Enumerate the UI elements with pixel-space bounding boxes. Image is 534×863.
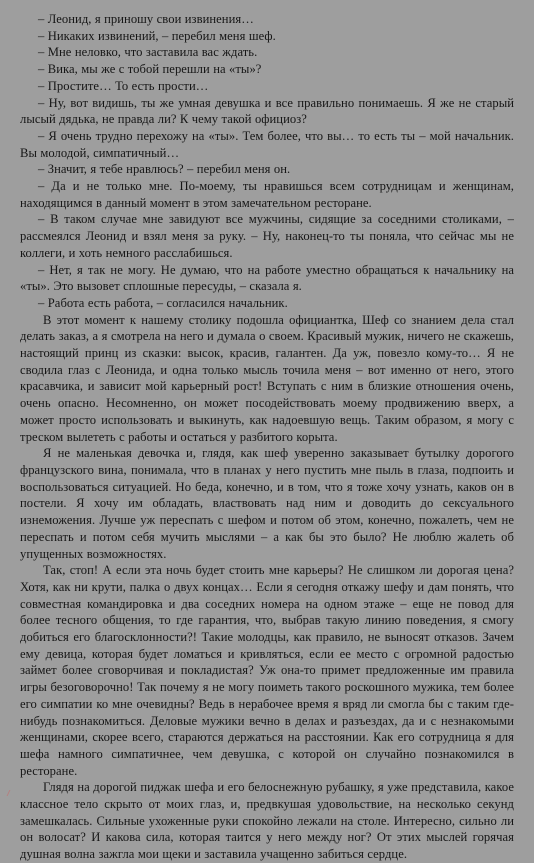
- dialogue-line-10: – В таком случае мне завидуют все мужчины, сидящие за соседними столиками, – рассмеялся Леонид и взял меня за руку. – Ну, наконец-то ты поняла, что сейчас мы не коллеги, и хоть немного расслабишься.: [20, 212, 514, 260]
- scan-mark-icon: [7, 790, 15, 796]
- dialogue-line-2: – Никаких извинений, – перебил меня шеф.: [38, 28, 276, 43]
- dialogue-line-12: – Работа есть работа, – согласился начальник.: [38, 295, 288, 310]
- dialogue-line-11: – Нет, я так не могу. Не думаю, что на работе уместно обращаться к начальнику на «ты». Это вызовет сплошные пересуды, – сказала я.: [20, 262, 514, 294]
- dialogue-line-8: – Значит, я тебе нравлюсь? – перебил меня он.: [38, 162, 291, 177]
- dialogue-line-6: – Ну, вот видишь, ты же умная девушка и все правильно понимаешь. Я же не старый лысый дядька, не правда ли? К чему такой официоз?: [20, 95, 514, 127]
- dialogue-line-7: – Я очень трудно перехожу на «ты». Тем более, что вы… то есть ты – мой начальник. Вы молодой, симпатичный…: [20, 128, 514, 160]
- dialogue-line-5: – Простите… То есть прости…: [38, 78, 209, 93]
- dialogue-line-9: – Да и не только мне. По-моему, ты нравишься всем сотрудницам и женщинам, находящимся в данный момент в этом замечательном ресторане.: [20, 179, 514, 210]
- dialogue-line-1: – Леонид, я приношу свои извинения…: [38, 12, 254, 26]
- narrative-paragraph-4: Глядя на дорогой пиджак шефа и его белоснежную рубашку, я уже представила, какое классное тело скрыто от моих глаз, и, предвкушая удовольствие, на несколько секунд замешкалась. Сильные ухоженные руки спокойно лежали на столе. Интересно, сильно ли он волосат? И какова сила, которая таится у него между ног? От этих мыслей горячая душная волна зажгла мои щеки и заставила учащенно забиться сердце.: [20, 780, 514, 862]
- narrative-paragraph-3: Так, стоп! А если эта ночь будет стоить мне карьеры? Не слишком ли дорогая цена? Хотя, как ни крути, палка о двух концах… Если я сегодня откажу шефу и дам понять, что совместная командировка и два соседних номера на одном этаже – еще не повод для более тесного общения, то где гарантия, что, выбрав такую линию поведения, я смогу добиться его благосклонности?! Такие молодцы, как правило, не выносят отказов. Зачем ему девица, которая будет ломаться и кривляться, если ее место с огромной радостью займет более сговорчивая и покладистая? Уж она-то примет предложенные им правила игры безоговорочно! Так почему я не могу поиметь такого роскошного мужика, тем более его симпатии ко мне очевидны? Ведь в нерабочее время я вряд ли смогла бы с таким где-нибудь познакомиться. Деловые мужики вечно в делах и разъездах, да и с незнакомыми женщинами, скорее всего, стараются держаться на расстоянии. Как его сотрудница я для шефа намного симпатичнее, чем девушка, с которой он случайно познакомился в ресторане.: [20, 563, 514, 778]
- narrative-paragraph-2: Я не маленькая девочка и, глядя, как шеф уверенно заказывает бутылку дорогого французского вина, понимала, что в планах у него пустить мне пыль в глаза, подпоить и воспользоваться ситуацией. Но беда, конечно, и в том, что я тоже хочу узнать, каков он в постели. Я хочу им обладать, властвовать над ним и доводить до сексуального изнеможения. Лучше уж переспать с шефом и потом об этом, конечно, пожалеть, чем не переспать и потом себя мучить мыслями – а как бы это было? Не люблю жалеть об упущенных возможностях.: [20, 446, 514, 561]
- dialogue-line-4: – Вика, мы же с тобой перешли на «ты»?: [38, 62, 262, 77]
- dialogue-line-3: – Мне неловко, что заставила вас ждать.: [38, 45, 258, 60]
- narrative-paragraph-1: В этот момент к нашему столику подошла официантка, Шеф со знанием дела стал делать заказ, а я смотрела на него и думала о своем. Красивый мужик, ничего не скажешь, настоящий принц из сказки: высок, красив, галантен. Да уж, повезло кому-то… Я не сводила глаз с Леонида, и одна только мысль точила меня – вот именно от него, этого красавчика, и зависит мой карьерный рост! Вступать с ним в близкие отношения очень, очень опасно. Несомненно, он может посодействовать моему продвижению вверх, а может просто использовать и выкинуть, как надоевшую вещь. Таким образом, я могу с треском вылететь с работы и остаться у разбитого корыта.: [20, 312, 514, 444]
